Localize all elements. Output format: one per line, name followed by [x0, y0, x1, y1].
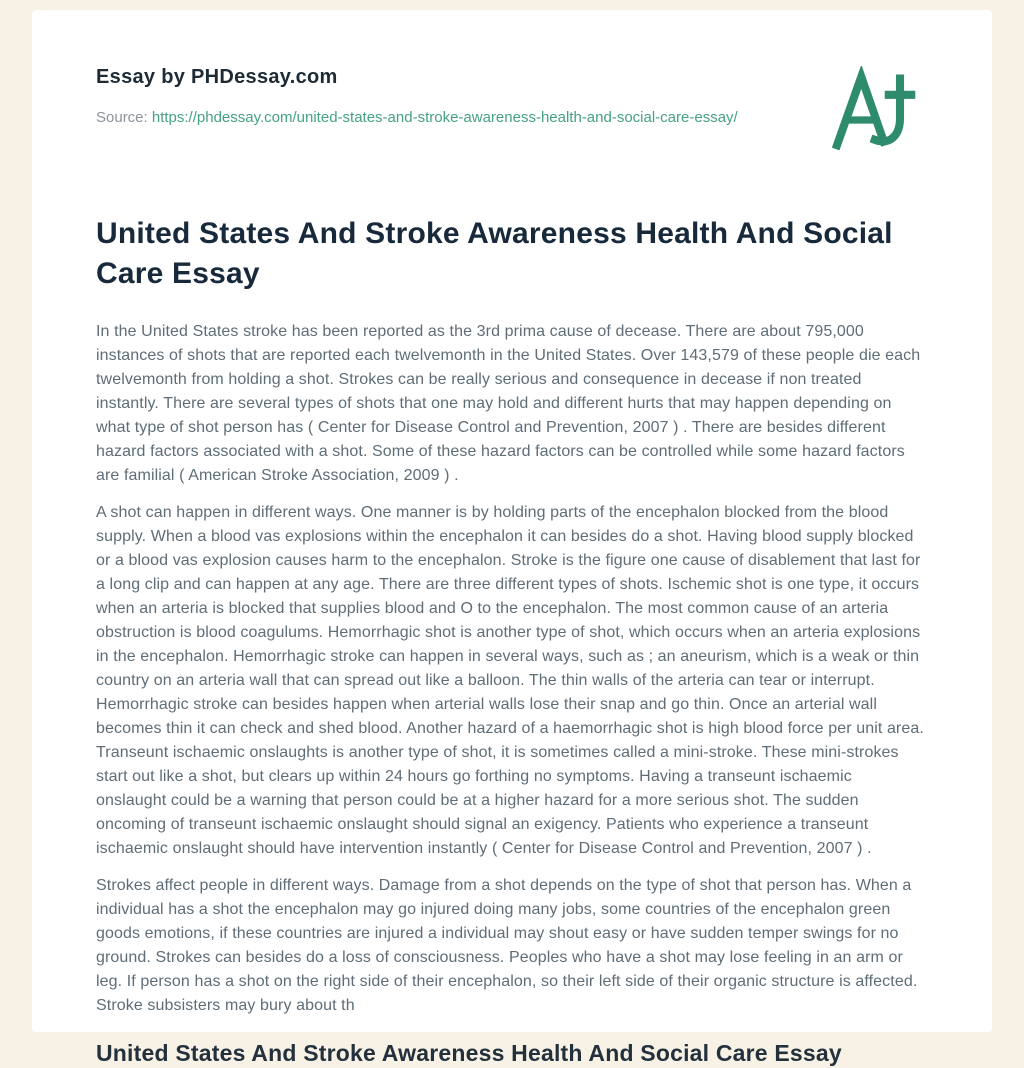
- source-line: [96, 106, 738, 130]
- essay-card: [32, 10, 992, 1032]
- footer-title: United States And Stroke Awareness Health And Social Care Essay: [96, 1040, 842, 1066]
- essay-paragraph: A shot can happen in different ways. One manner is by holding parts of the encephalon blocked from the blood supply. When a blood vas explosions within the encephalon it can besides do a shot. Having blood supply blocked or a blood vas explosion causes harm to the encephalon. Stroke is the figure one cause of disablement that last for a long clip and can happen at any age. There are three different types of shots. Ischemic shot is one type, it occurs when an arteria is blocked that supplies blood and O to the encephalon. The most common cause of an arteria obstruction is blood coagulums. Hemorrhagic shot is another type of shot, which occurs when an arteria explosions in the encephalon. Hemorrhagic stroke can happen in several ways, such as ; an aneurism, which is a weak or thin country on an arteria wall that can spread out like a balloon. The thin walls of the arteria can tear or interrupt. Hemorrhagic stroke can besides happen when arterial walls lose their snap and go thin. Once an arterial wall becomes thin it can check and shed blood. Another hazard of a haemorrhagic shot is high blood force per unit area. Transeunt ischaemic onslaughts is another type of shot, it is sometimes called a mini-stroke. These mini-strokes start out like a shot, but clears up within 24 hours go forthing no symptoms. Having a transeunt ischaemic onslaught could be a warning that person could be at a higher hazard for a more serious shot. The sudden oncoming of transeunt ischaemic onslaught should signal an exigency. Patients who experience a transeunt ischaemic onslaught should have intervention instantly ( Center for Disease Control and Prevention, 2007 ) .: [96, 504, 924, 857]
- source-link[interactable]: https://phdessay.com/united-states-and-stroke-awareness-health-and-social-care-essay/: [151, 109, 738, 126]
- essay-paragraph: In the United States stroke has been reported as the 3rd prima cause of decease. There are about 795,000 instances of shots that are reported each twelvemonth in the United States. Over 143,579 of these people die each twelvemonth from holding a shot. Strokes can be really serious and consequence in decease if non treated instantly. There are several types of shots that one may hold and different hurts that may happen depending on what type of shot person has ( Center for Disease Control and Prevention, 2007 ) . There are besides different hazard factors associated with a shot. Some of these hazard factors can be controlled while some hazard factors are familial ( American Stroke Association, 2009 ) .: [96, 323, 921, 484]
- essay-paragraph: Strokes affect people in different ways. Damage from a shot depends on the type of shot that person has. When a individual has a shot the encephalon may go injured doing many jobs, some countries of the encephalon green goods emotions, if these countries are injured a individual may shout easy or have sudden temper swings for no ground. Strokes can besides do a loss of consciousness. Peoples who have a shot may lose feeling in an arm or leg. If person has a shot on the right side of their encephalon, so their left side of their organic structure is affected. Stroke subsisters may bury about th: [96, 877, 918, 1014]
- source-label: Source:: [96, 109, 148, 126]
- essay-body: [96, 320, 924, 1018]
- header-left: [96, 66, 738, 130]
- essay-title: United States And Stroke Awareness Health And Social Care Essay: [96, 217, 893, 290]
- brand-title: Essay by PHDessay.com: [96, 66, 338, 88]
- phdessay-logo-icon: [828, 66, 918, 156]
- card-header: [96, 66, 924, 156]
